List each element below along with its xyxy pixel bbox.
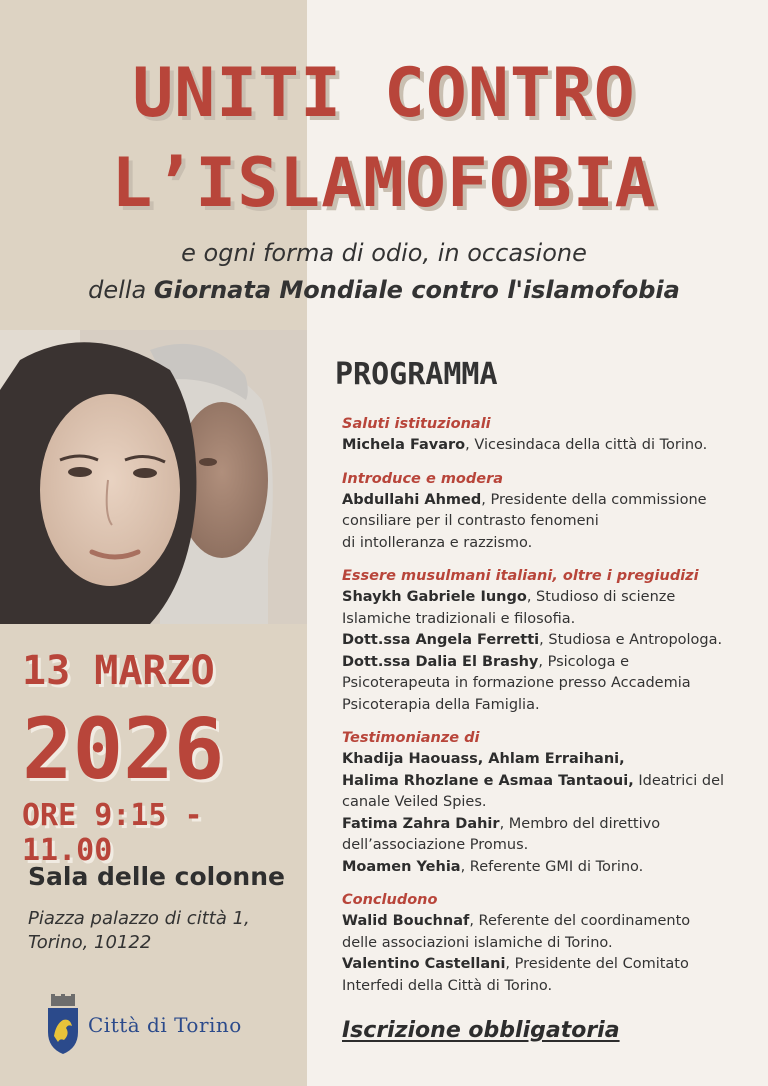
speaker-role: , Psicologa e bbox=[538, 653, 630, 670]
program-heading: PROGRAMMA bbox=[335, 357, 498, 392]
program-section bbox=[342, 566, 742, 716]
speaker-role-continued: canale Veiled Spies. bbox=[342, 794, 487, 810]
speaker-role: , Presidente della commissione bbox=[481, 491, 707, 508]
speaker-name: Khadija Haouass, Ahlam Erraihani, bbox=[342, 751, 625, 767]
program-section bbox=[342, 414, 742, 457]
program-section bbox=[342, 890, 742, 997]
event-time: ORE 9:15 - 11.00 bbox=[22, 798, 203, 868]
speaker-entry bbox=[342, 857, 742, 879]
title-line-2: L’ISLAMOFOBIA bbox=[111, 144, 657, 223]
speaker-entry bbox=[342, 490, 742, 512]
speaker-entry bbox=[342, 630, 742, 652]
portrait-illustration bbox=[0, 330, 307, 624]
speaker-role-continued: dell’associazione Promus. bbox=[342, 837, 529, 853]
speaker-role-continued: delle associazioni islamiche di Torino. bbox=[342, 934, 613, 951]
speaker-role-continued: di intolleranza e razzismo. bbox=[342, 534, 533, 551]
program-list bbox=[342, 414, 742, 1009]
section-title: Introduce e modera bbox=[342, 470, 504, 487]
speaker-name: Halima Rhozlane e Asmaa Tantaoui, bbox=[342, 772, 634, 789]
speaker-entry bbox=[342, 911, 742, 933]
section-title: Concludono bbox=[342, 892, 438, 908]
speaker-role: , Vicesindaca della città di Torino. bbox=[465, 437, 708, 453]
city-name: Città di Torino bbox=[88, 1013, 242, 1037]
speaker-role: , Studiosa e Antropologa. bbox=[539, 632, 723, 648]
speaker-role: , Presidente del Comitato bbox=[505, 956, 689, 972]
speaker-name: Dott.ssa Angela Ferretti bbox=[342, 632, 540, 648]
speaker-name: Walid Bouchnaf bbox=[342, 913, 470, 929]
speaker-entry bbox=[342, 771, 742, 793]
venue-address-line-2: Torino, 10122 bbox=[28, 932, 152, 953]
speaker-role-continued: Interfedi della Città di Torino. bbox=[342, 977, 553, 994]
subtitle-event-name: Giornata Mondiale contro l'islamofobia bbox=[153, 276, 680, 304]
speaker-name: Dott.ssa Dalia El Brashy bbox=[342, 653, 539, 670]
speaker-role: , Studioso di scienze bbox=[526, 589, 676, 605]
section-title: Saluti istituzionali bbox=[342, 416, 491, 432]
subtitle-prefix: della bbox=[88, 276, 154, 304]
speaker-role-continued: consiliare per il contrasto fenomeni bbox=[342, 513, 599, 529]
speaker-role: , Referente GMI di Torino. bbox=[460, 858, 644, 875]
speaker-entry bbox=[342, 954, 742, 976]
registration-notice: Iscrizione obbligatoria bbox=[342, 1018, 620, 1043]
speaker-role-continued: Islamiche tradizionali e filosofia. bbox=[342, 610, 576, 627]
venue-name: Sala delle colonne bbox=[28, 862, 285, 891]
speaker-entry bbox=[342, 749, 742, 771]
speaker-name: Abdullahi Ahmed bbox=[342, 491, 482, 508]
program-section bbox=[342, 728, 742, 878]
speaker-entry bbox=[342, 814, 742, 836]
speaker-role-continued: Psicoterapeuta in formazione presso Accademia bbox=[342, 675, 691, 691]
venue-address-line-1: Piazza palazzo di città 1, bbox=[28, 908, 250, 929]
event-date: 13 MARZO bbox=[22, 648, 215, 694]
speaker-role: , Referente del coordinamento bbox=[469, 913, 691, 929]
speaker-entry bbox=[342, 652, 742, 674]
portrait-photo bbox=[0, 330, 307, 624]
speaker-name: Shaykh Gabriele Iungo bbox=[342, 589, 527, 605]
title-line-1: UNITI CONTRO bbox=[132, 54, 636, 133]
event-year: 2026 bbox=[22, 700, 225, 798]
section-title: Essere musulmani italiani, oltre i pregiudizi bbox=[342, 568, 699, 584]
speaker-entry bbox=[342, 435, 742, 457]
city-logo bbox=[46, 990, 242, 1060]
speaker-role-continued: Psicoterapia della Famiglia. bbox=[342, 696, 540, 713]
speaker-role: Ideatrici del bbox=[633, 772, 725, 789]
speaker-name: Michela Favaro bbox=[342, 437, 466, 453]
section-title: Testimonianze di bbox=[342, 730, 480, 746]
speaker-name: Fatima Zahra Dahir bbox=[342, 815, 500, 832]
speaker-name: Moamen Yehia bbox=[342, 858, 461, 875]
subtitle-line-2 bbox=[0, 276, 768, 304]
speaker-entry bbox=[342, 587, 742, 609]
speaker-role: , Membro del direttivo bbox=[499, 815, 661, 832]
speaker-name: Valentino Castellani bbox=[342, 956, 506, 972]
subtitle-line-1: e ogni forma di odio, in occasione bbox=[181, 239, 587, 267]
torino-crest-icon bbox=[46, 994, 80, 1056]
program-section bbox=[342, 469, 742, 555]
